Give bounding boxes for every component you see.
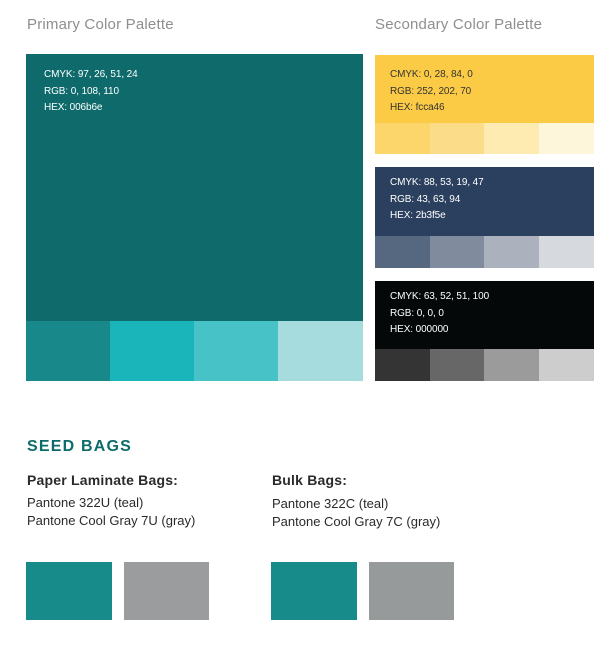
paper-bags-teal-line: Pantone 322U (teal) (27, 495, 144, 510)
primary-tint-swatch (194, 321, 278, 381)
rgb-value: RGB: 43, 63, 94 (390, 193, 461, 205)
cmyk-value: CMYK: 97, 26, 51, 24 (44, 69, 138, 80)
secondary-black-block (375, 281, 594, 381)
cmyk-value: CMYK: 88, 53, 19, 47 (390, 177, 484, 188)
bulk-gray-swatch (369, 562, 454, 620)
paper-bags-gray-line: Pantone Cool Gray 7U (gray) (27, 513, 196, 528)
navy-color-info (390, 175, 484, 225)
seed-bags-heading: SEED BAGS (27, 438, 133, 455)
hex-value: HEX: 006b6e (44, 102, 103, 113)
bulk-bags-gray-line: Pantone Cool Gray 7C (gray) (272, 514, 441, 529)
yellow-color-info (390, 67, 473, 117)
yellow-tint-strip (375, 123, 594, 154)
yellow-tint-swatch (484, 123, 539, 154)
bulk-bags-teal-line: Pantone 322C (teal) (272, 496, 389, 511)
cmyk-value: CMYK: 0, 28, 84, 0 (390, 69, 473, 80)
yellow-tint-swatch (375, 123, 430, 154)
hex-value: HEX: fcca46 (390, 102, 445, 113)
secondary-palette-title: Secondary Color Palette (375, 16, 543, 33)
paper-gray-swatch (124, 562, 209, 620)
rgb-value: RGB: 0, 108, 110 (44, 85, 119, 97)
primary-color-info (44, 67, 138, 117)
black-tint-strip (375, 349, 594, 381)
primary-palette-title: Primary Color Palette (27, 16, 174, 33)
hex-value: HEX: 2b3f5e (390, 210, 446, 221)
primary-tint-swatch (26, 321, 110, 381)
yellow-tint-swatch (430, 123, 484, 154)
black-tint-swatch (539, 349, 594, 381)
primary-tint-swatch (278, 321, 363, 381)
navy-tint-strip (375, 236, 594, 268)
navy-tint-swatch (484, 236, 539, 268)
primary-color-block (26, 54, 363, 381)
bulk-teal-swatch (271, 562, 357, 620)
rgb-value: RGB: 252, 202, 70 (390, 85, 472, 97)
black-tint-swatch (484, 349, 539, 381)
secondary-yellow-block (375, 55, 594, 154)
black-tint-swatch (430, 349, 484, 381)
navy-tint-swatch (539, 236, 594, 268)
navy-tint-swatch (375, 236, 430, 268)
paper-teal-swatch (26, 562, 112, 620)
hex-value: HEX: 000000 (390, 324, 449, 335)
black-color-info (390, 289, 489, 339)
primary-tint-strip (26, 321, 363, 381)
cmyk-value: CMYK: 63, 52, 51, 100 (390, 291, 490, 302)
bulk-bags-heading: Bulk Bags: (272, 472, 348, 488)
navy-tint-swatch (430, 236, 484, 268)
rgb-value: RGB: 0, 0, 0 (390, 307, 444, 319)
black-tint-swatch (375, 349, 430, 381)
yellow-tint-swatch (539, 123, 594, 154)
secondary-navy-block (375, 167, 594, 268)
paper-bags-heading: Paper Laminate Bags: (27, 472, 179, 488)
primary-tint-swatch (110, 321, 194, 381)
